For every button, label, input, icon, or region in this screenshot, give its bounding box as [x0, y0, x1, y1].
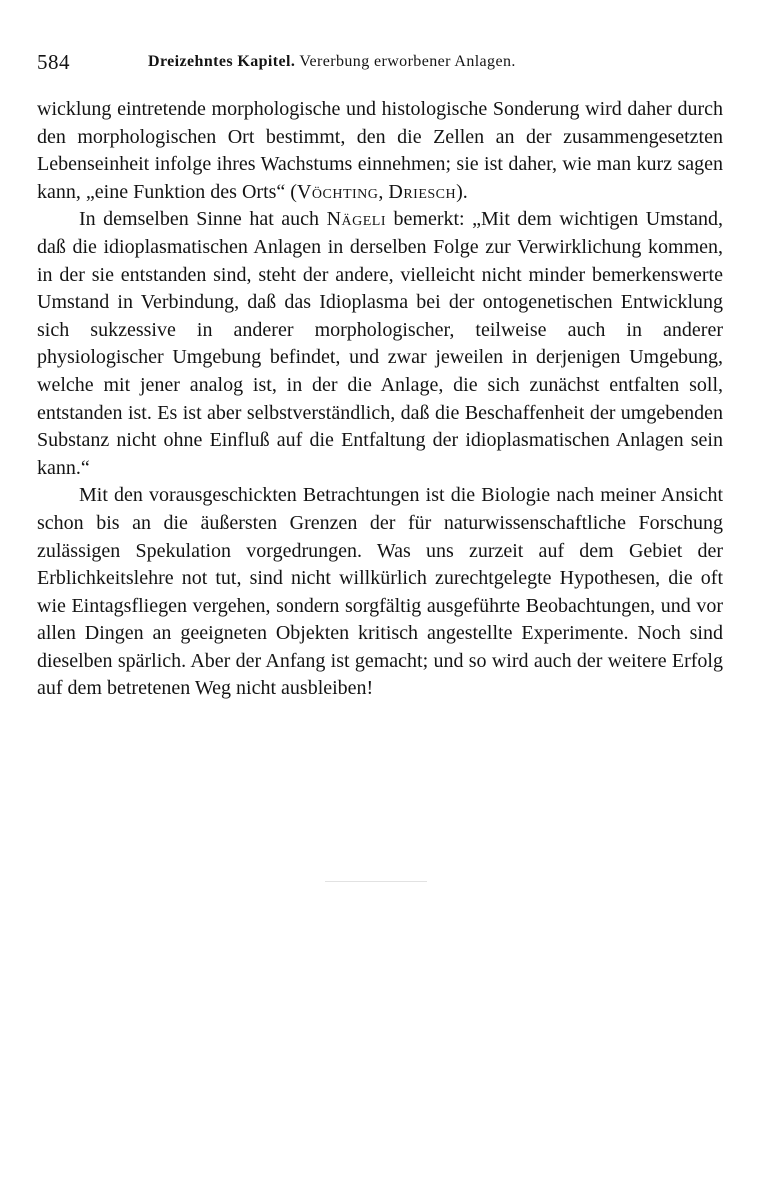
- paragraph-text: ,: [378, 180, 389, 203]
- author-name-naegeli: Nägeli: [326, 208, 386, 231]
- paragraph-text: wicklung eintretende morphologische und histologische Sonderung wird daher durch den morphologischen Ort bestimmt, den die Zellen an der zusammengesetzten Lebenseinheit infolge ihres Wachstums einnehmen; sie ist daher, wie man kurz sagen kann, „eine Funktion des Orts“ (: [37, 98, 723, 203]
- author-name-voechting: Vöchting: [296, 180, 379, 203]
- paragraph-text: Mit den vorausgeschickten Betrachtungen ist die Biologie nach meiner Ansicht schon bis an die äußersten Grenzen der für naturwissenschaftliche Forschung zulässigen Spekulation vorgedrungen. Was uns zurzeit auf dem Gebiet der Erblichkeitslehre not tut, sind nicht willkürlich zurechtgelegte Hypothesen, die oft wie Eintagsfliegen vergehen, sondern sorgfältig ausgeführte Beobachtungen, und vor allen Dingen an geeigneten Objekten kritisch angestellte Experimente. Noch sind dieselben spärlich. Aber der Anfang ist gemacht; und so wird auch der weitere Erfolg auf dem betretenen Weg nicht ausbleiben!: [37, 484, 723, 700]
- paragraph-continuation: [37, 96, 723, 206]
- paragraph-text: In demselben Sinne hat auch: [79, 208, 327, 231]
- chapter-label: Dreizehntes Kapitel.: [148, 53, 296, 70]
- paragraph-conclusion: [37, 482, 723, 703]
- chapter-title: Vererbung erworbener Anlagen.: [299, 53, 516, 70]
- body-text: [37, 96, 723, 703]
- divider-line: [325, 881, 427, 882]
- running-title: [148, 53, 516, 71]
- paragraph-text: ).: [456, 180, 468, 203]
- paragraph-naegeli-quote: [37, 206, 723, 482]
- page-number: 584: [37, 50, 70, 74]
- author-name-driesch: Driesch: [388, 180, 457, 203]
- paragraph-text: bemerkt: „Mit dem wichtigen Umstand, daß die idioplasmatischen Anlagen in derselben Folge zur Verwirklichung kommen, in der sie entstanden sind, steht der andere, vielleicht nicht minder bemerkenswerte Umstand in Verbindung, daß das Idioplasma bei der ontogenetischen Entwicklung sich sukzessive in anderer morphologischer, teilweise auch in anderer physiologischer Umgebung befindet, und zwar jeweilen in derjenigen Umgebung, welche mit jener analog ist, in der die Anlage, die sich zunächst entfalten soll, entstanden ist. Es ist aber selbstverständlich, daß die Beschaffenheit der umgebenden Substanz nicht ohne Einfluß auf die Entfaltung der idioplasmatischen Anlagen sein kann.“: [37, 208, 724, 479]
- running-head: [37, 50, 727, 76]
